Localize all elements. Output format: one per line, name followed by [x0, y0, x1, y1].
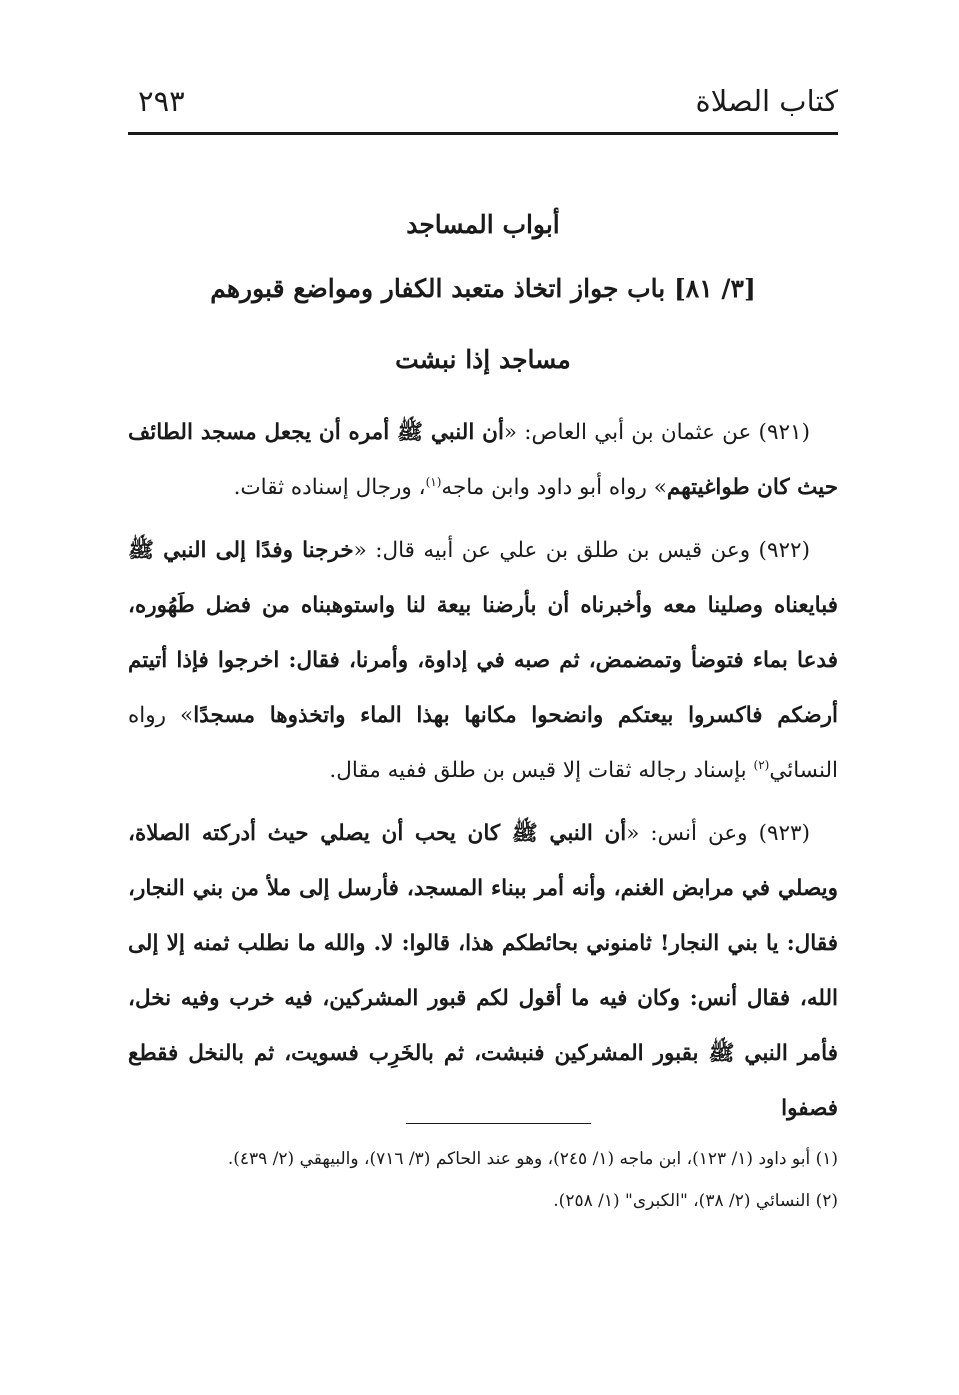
hadith-922-source: » رواه النسائي: [128, 703, 838, 783]
page-header: [128, 82, 838, 130]
hadith-922-text: خرجنا وفدًا إلى النبي ﷺ فبايعناه وصلينا معه وأخبرناه أن بأرضنا بيعة لنا واستوهبناه من فضل طَهُوره، فدعا بماء فتوضأ وتمضمض، ثم صبه في إداوة، وأمرنا، فقال: اخرجوا فإذا أتيتم أرضكم فاكسروا بيعتكم وانضحوا مكانها بهذا الماء واتخذوها مسجدًا: [128, 538, 839, 728]
hadith-921-source: » رواه أبو داود وابن ماجه: [441, 475, 667, 500]
page-number: ٢٩٣: [138, 84, 185, 118]
footnote-rule: [406, 1123, 591, 1124]
main-text: [128, 405, 838, 1144]
footnote-ref-1[interactable]: (١): [425, 474, 442, 489]
hadith-922: [128, 523, 838, 798]
hadith-921-text: أن النبي ﷺ أمره أن يجعل مسجد الطائف حيث كان طواغيتهم: [128, 420, 838, 500]
footnotes: [128, 1140, 838, 1224]
hadith-923-text: أن النبي ﷺ كان يحب أن يصلي حيث أدركته الصلاة، ويصلي في مرابض الغنم، وأنه أمر ببناء المسجد، فأرسل إلى ملأ من بني النجار، فقال: يا بني النجار! ثامنوني بحائطكم هذا، قالوا: لا. والله ما نطلب ثمنه إلا إلى الله، فقال أنس: وكان فيه ما أقول لكم قبور المشركين، فيه خرب وفيه نخل، فأمر النبي ﷺ بقبور المشركين فنبشت، ثم بالخَرِب فسويت، ثم بالنخل فقطع فصفوا: [128, 821, 838, 1121]
footnote-2: (٢) النسائي (٢/ ٣٨)، "الكبرى" (١/ ٢٥٨).: [553, 1191, 838, 1211]
section-title: أبواب المساجد: [406, 210, 560, 239]
chapter-title-line2: مساجد إذا نبشت: [395, 345, 571, 374]
chapter-title-line1: [٣/ ٨١] باب جواز اتخاذ متعبد الكفار ومواضع قبورهم: [210, 274, 756, 303]
hadith-923-intro: (٩٢٣) وعن أنس: «: [626, 821, 810, 846]
hadith-923: [128, 806, 838, 1136]
footnote-ref-2[interactable]: (٢): [753, 757, 770, 772]
running-head: كتاب الصلاة: [695, 84, 838, 118]
hadith-921-intro: (٩٢١) عن عثمان بن أبي العاص: «: [503, 420, 810, 445]
header-rule: [128, 132, 838, 135]
footnote-1: (١) أبو داود (١/ ١٢٣)، ابن ماجه (١/ ٢٤٥)، وهو عند الحاكم (٣/ ٧١٦)، والبيهقي (٢/ ٤٣٩).: [227, 1149, 838, 1169]
hadith-922-tail: بإسناد رجاله ثقات إلا قيس بن طلق ففيه مقال.: [329, 758, 754, 783]
hadith-922-intro: (٩٢٢) وعن قيس بن طلق بن علي عن أبيه قال: «: [353, 538, 810, 563]
hadith-921: [128, 405, 838, 515]
hadith-921-tail: ، ورجال إسناده ثقات.: [233, 475, 426, 500]
